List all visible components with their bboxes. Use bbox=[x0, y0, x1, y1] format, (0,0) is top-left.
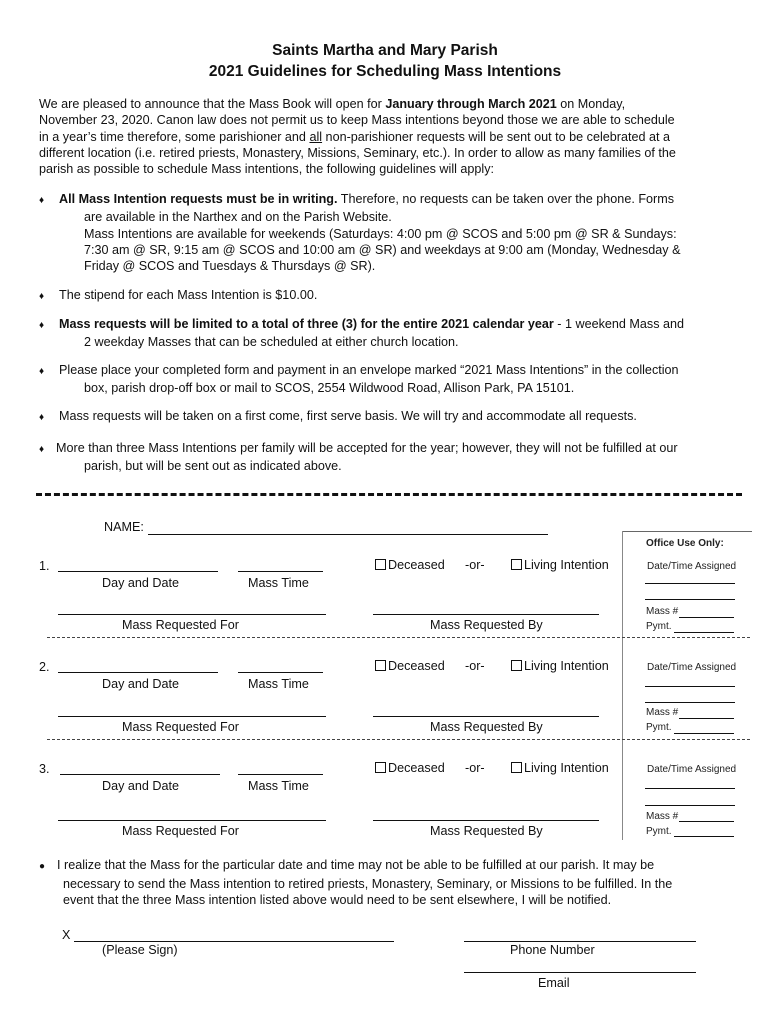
mass-time-field[interactable] bbox=[238, 774, 323, 775]
mass-number-field[interactable] bbox=[679, 718, 734, 719]
diamond-icon: ♦ bbox=[39, 366, 45, 377]
day-date-field[interactable] bbox=[58, 571, 218, 572]
or-label: -or- bbox=[465, 558, 485, 572]
mass-number-field[interactable] bbox=[679, 617, 734, 618]
requested-by-field[interactable] bbox=[373, 614, 599, 615]
entry-number: 2. bbox=[39, 660, 50, 674]
payment-label: Pymt. bbox=[646, 621, 672, 632]
entry-separator bbox=[47, 637, 750, 638]
payment-label: Pymt. bbox=[646, 826, 672, 837]
guideline-bullet-6: ♦ More than three Mass Intentions per family will be accepted for the year; however, they will not be fulfilled at our parish, but will be sent out as indicated above. bbox=[39, 441, 678, 474]
or-label: -or- bbox=[465, 761, 485, 775]
requested-for-label: Mass Requested For bbox=[122, 618, 239, 632]
living-intention-checkbox[interactable]: Living Intention bbox=[511, 761, 609, 775]
payment-field[interactable] bbox=[674, 733, 734, 734]
cut-line bbox=[36, 493, 742, 496]
deceased-checkbox[interactable]: Deceased bbox=[375, 558, 445, 572]
mass-time-field[interactable] bbox=[238, 672, 323, 673]
name-label: NAME: bbox=[104, 520, 144, 534]
office-use-frame-top bbox=[622, 531, 752, 532]
diamond-icon: ♦ bbox=[39, 195, 45, 206]
entry-number: 3. bbox=[39, 762, 50, 776]
day-date-field[interactable] bbox=[60, 774, 220, 775]
mass-time-label: Mass Time bbox=[248, 677, 309, 691]
requested-for-label: Mass Requested For bbox=[122, 720, 239, 734]
diamond-icon: ♦ bbox=[39, 320, 45, 331]
diamond-icon: ♦ bbox=[39, 291, 45, 302]
guideline-bullet-4: ♦ Please place your completed form and payment in an envelope marked “2021 Mass Intentions” in the collection box, parish drop-off box or mail to SCOS, 2554 Wildwood Road, Allison Park, PA 15101. bbox=[39, 363, 679, 396]
living-intention-checkbox[interactable]: Living Intention bbox=[511, 558, 609, 572]
mass-number-label: Mass # bbox=[646, 707, 679, 718]
payment-field[interactable] bbox=[674, 836, 734, 837]
guideline-bullet-2: ♦ The stipend for each Mass Intention is $10.00. bbox=[39, 287, 754, 305]
date-time-assigned-field-2[interactable] bbox=[645, 599, 735, 600]
signature-label: (Please Sign) bbox=[102, 943, 178, 957]
office-use-frame-side bbox=[622, 531, 623, 840]
requested-for-field[interactable] bbox=[58, 820, 326, 821]
or-label: -or- bbox=[465, 659, 485, 673]
mass-number-label: Mass # bbox=[646, 606, 679, 617]
email-label: Email bbox=[538, 976, 570, 990]
day-date-label: Day and Date bbox=[102, 677, 180, 691]
day-date-label: Day and Date bbox=[102, 779, 180, 793]
date-time-assigned-field-2[interactable] bbox=[645, 702, 735, 703]
requested-by-field[interactable] bbox=[373, 820, 599, 821]
entry-number: 1. bbox=[39, 559, 50, 573]
date-time-assigned-field[interactable] bbox=[645, 788, 735, 789]
date-time-assigned-field[interactable] bbox=[645, 583, 735, 584]
signature-field[interactable] bbox=[74, 941, 394, 942]
bullet-dot-icon: ● bbox=[39, 861, 46, 872]
guideline-bullet-1: ♦ All Mass Intention requests must be in writing. Therefore, no requests can be taken over the phone. Forms are available in the Narthex and on the Parish Website. Mass Intentions are available for weekends (Saturdays: 4:00 pm @ SCOS and 5:00 pm @ SR & Sundays: 7:30 am @ SR, 9:15 am @ SCOS and 10:00 am @ SR) and weekdays at 9:00 am (Monday, Wednesday & Friday @ SCOS and Tuesdays & Thursdays @ SR). bbox=[39, 192, 681, 274]
deceased-checkbox[interactable]: Deceased bbox=[375, 761, 445, 775]
deceased-checkbox[interactable]: Deceased bbox=[375, 659, 445, 673]
date-time-assigned-label: Date/Time Assigned bbox=[647, 561, 737, 572]
title-guidelines: 2021 Guidelines for Scheduling Mass Intentions bbox=[208, 63, 562, 80]
guideline-bullet-5: ♦ Mass requests will be taken on a first come, first serve basis. We will try and accommodate all requests. bbox=[39, 408, 754, 426]
mass-time-field[interactable] bbox=[238, 571, 323, 572]
diamond-icon: ♦ bbox=[39, 444, 45, 455]
intro-paragraph: We are pleased to announce that the Mass Book will open for January through March 2021 on Monday, November 23, 2020. Canon law does not permit us to keep Mass intentions beyond those we are able to schedule in a year’s time therefore, some parishioner and all non-parishioner requests will be sent out to be celebrated at a different location (i.e. retired priests, Monastery, Missions, Seminary, etc.). In order to allow as many families of the parish as possible to schedule Mass intentions, the following guidelines will apply: bbox=[39, 97, 676, 177]
sign-x: X bbox=[62, 928, 71, 942]
notice-paragraph: ● I realize that the Mass for the particular date and time may not be able to be fulfilled at our parish. It may be necessary to send the Mass intention to retired priests, Monastery, Seminary, or Missions to be fulfilled. In the event that the three Mass intention listed above would need to be sent elsewhere, I will be notified. bbox=[39, 858, 673, 907]
date-time-assigned-field-2[interactable] bbox=[645, 805, 735, 806]
title-parish: Saints Martha and Mary Parish bbox=[272, 42, 498, 59]
phone-field[interactable] bbox=[464, 941, 696, 942]
living-intention-checkbox[interactable]: Living Intention bbox=[511, 659, 609, 673]
requested-for-label: Mass Requested For bbox=[122, 824, 239, 838]
requested-for-field[interactable] bbox=[58, 614, 326, 615]
date-time-assigned-field[interactable] bbox=[645, 686, 735, 687]
email-field[interactable] bbox=[464, 972, 696, 973]
mass-time-label: Mass Time bbox=[248, 576, 309, 590]
payment-label: Pymt. bbox=[646, 722, 672, 733]
requested-by-label: Mass Requested By bbox=[430, 824, 543, 838]
diamond-icon: ♦ bbox=[39, 412, 45, 423]
date-time-assigned-label: Date/Time Assigned bbox=[647, 662, 737, 673]
name-field[interactable] bbox=[148, 534, 548, 535]
guideline-bullet-3: ♦ Mass requests will be limited to a total of three (3) for the entire 2021 calendar year - 1 weekend Mass and 2 weekday Masses that can be scheduled at either church location. bbox=[39, 317, 685, 350]
date-time-assigned-label: Date/Time Assigned bbox=[647, 764, 737, 775]
mass-time-label: Mass Time bbox=[248, 779, 309, 793]
entry-separator bbox=[47, 739, 750, 740]
payment-field[interactable] bbox=[674, 632, 734, 633]
requested-by-label: Mass Requested By bbox=[430, 720, 543, 734]
requested-by-field[interactable] bbox=[373, 716, 599, 717]
mass-number-label: Mass # bbox=[646, 811, 679, 822]
mass-number-field[interactable] bbox=[679, 821, 734, 822]
requested-for-field[interactable] bbox=[58, 716, 326, 717]
phone-label: Phone Number bbox=[510, 943, 595, 957]
day-date-label: Day and Date bbox=[102, 576, 180, 590]
office-use-label: Office Use Only: bbox=[646, 538, 724, 549]
requested-by-label: Mass Requested By bbox=[430, 618, 543, 632]
day-date-field[interactable] bbox=[58, 672, 218, 673]
